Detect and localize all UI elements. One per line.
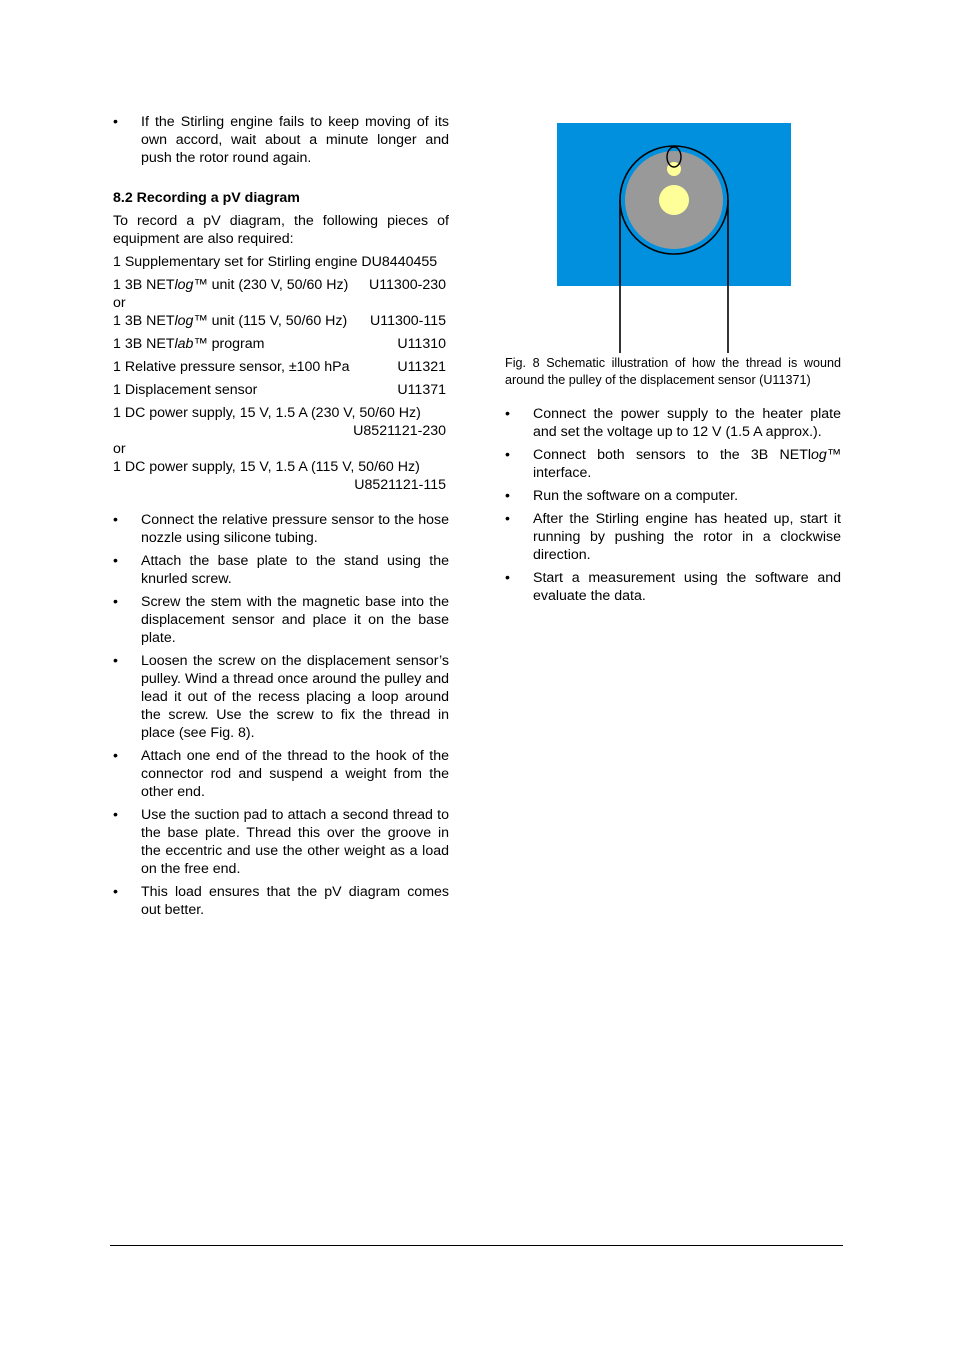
list-item: • Connect the power supply to the heater plate and set the voltage up to 12 V (1.5 A approx.). bbox=[505, 405, 841, 441]
pulley-hub bbox=[659, 185, 689, 215]
left-column bbox=[113, 113, 449, 924]
equipment-label: 1 Displacement sensor bbox=[113, 382, 258, 398]
list-item: • Run the software on a computer. bbox=[505, 487, 841, 505]
equipment-code: U8521121-115 bbox=[354, 477, 446, 493]
list-item: • Attach the base plate to the stand using the knurled screw. bbox=[113, 552, 449, 588]
equipment-netlog-115 bbox=[113, 312, 449, 330]
pulley-schematic-figure bbox=[557, 123, 791, 353]
equipment-supplementary: 1 Supplementary set for Stirling engine DU8440455 bbox=[113, 254, 438, 270]
list-item: • Loosen the screw on the displacement sensor’s pulley. Wind a thread once around the pulley and lead it out of the recess placing a loop around the screw. Use the screw to fix the thread in place (see Fig. 8). bbox=[113, 652, 449, 742]
equipment-code: U11300-230 bbox=[368, 277, 446, 293]
equipment-code: U11310 bbox=[397, 336, 446, 352]
figure-caption: Fig. 8 Schematic illustration of how the thread is wound around the pulley of the displacement sensor (U11371) bbox=[505, 356, 841, 387]
list-item: • Screw the stem with the magnetic base into the displacement sensor and place it on the base plate. bbox=[113, 593, 449, 647]
intro-list bbox=[113, 113, 449, 167]
list-item: • This load ensures that the pV diagram comes out better. bbox=[113, 883, 449, 919]
list-item: • Connect the relative pressure sensor to the hose nozzle using silicone tubing. bbox=[113, 511, 449, 547]
equipment-dc-115: 1 DC power supply, 15 V, 1.5 A (115 V, 50/60 Hz) bbox=[113, 459, 420, 475]
footer-rule bbox=[110, 1245, 843, 1246]
equipment-code: U11371 bbox=[397, 382, 446, 398]
equipment-code: U11321 bbox=[397, 359, 446, 375]
list-item: • Start a measurement using the software and evaluate the data. bbox=[505, 569, 841, 605]
list-item: • Use the suction pad to attach a second thread to the base plate. Thread this over the groove in the eccentric and use the other weight as a load on the free end. bbox=[113, 806, 449, 878]
equipment-dc-230: 1 DC power supply, 15 V, 1.5 A (230 V, 50/60 Hz) bbox=[113, 405, 421, 421]
measurement-steps-list bbox=[505, 405, 841, 605]
list-item: • Connect both sensors to the 3B NETlog™ interface. bbox=[505, 446, 841, 482]
or-separator: or bbox=[113, 441, 126, 457]
equipment-label: 1 Relative pressure sensor, ±100 hPa bbox=[113, 359, 350, 375]
right-column bbox=[505, 405, 841, 610]
or-separator: or bbox=[113, 295, 126, 311]
list-item: • Attach one end of the thread to the hook of the connector rod and suspend a weight from the other end. bbox=[113, 747, 449, 801]
equipment-netlog-230 bbox=[113, 276, 449, 294]
equipment-label: 1 3B NETlog™ unit (230 V, 50/60 Hz) bbox=[113, 277, 349, 293]
equipment-netlab bbox=[113, 335, 449, 353]
section-heading: 8.2 Recording a pV diagram bbox=[113, 190, 300, 206]
equipment-displacement-sensor bbox=[113, 381, 449, 399]
list-item: • After the Stirling engine has heated up, start it running by pushing the rotor in a clockwise direction. bbox=[505, 510, 841, 564]
list-item: • If the Stirling engine fails to keep moving of its own accord, wait about a minute longer and push the rotor round again. bbox=[113, 113, 449, 167]
equipment-pressure-sensor bbox=[113, 358, 449, 376]
setup-steps-list bbox=[113, 511, 449, 919]
equipment-list bbox=[113, 253, 449, 494]
intro-paragraph: To record a pV diagram, the following pieces of equipment are also required: bbox=[113, 213, 449, 247]
equipment-code: U11300-115 bbox=[370, 313, 446, 329]
equipment-label: 1 3B NETlog™ unit (115 V, 50/60 Hz) bbox=[113, 313, 348, 329]
equipment-label: 1 3B NETlab™ program bbox=[113, 336, 265, 352]
equipment-code: U8521121-230 bbox=[353, 423, 446, 439]
